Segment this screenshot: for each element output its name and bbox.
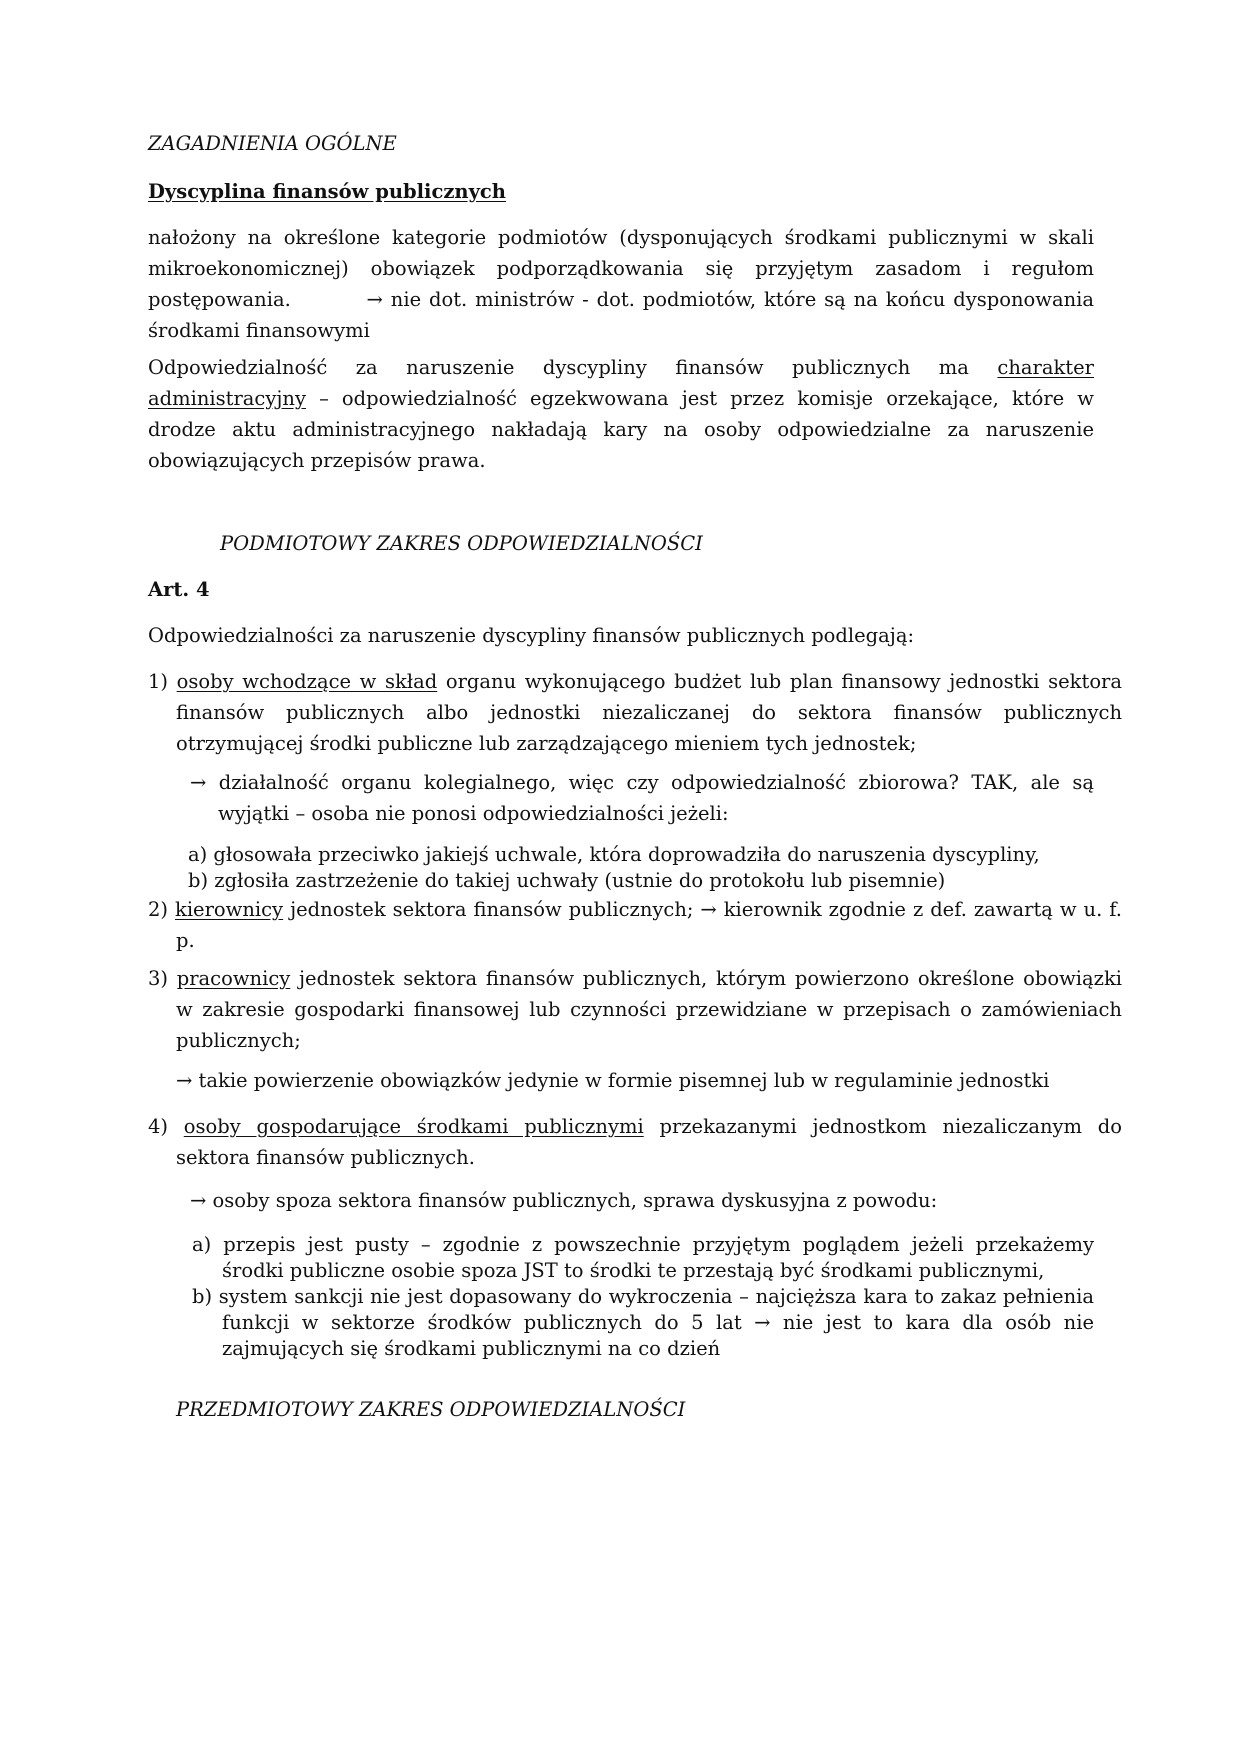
list-item-4 [148,1111,1122,1173]
document-title: Dyscyplina finansów publicznych [148,180,506,203]
responsibility-text-start: Odpowiedzialność za naruszenie dyscypliny finansów publicznych ma [148,356,998,379]
item3-underlined: pracownicy [176,967,291,990]
responsibility-underlined: charakter administracyjny [148,356,1094,410]
item3-note: → takie powierzenie obowiązków jedynie w formie pisemnej lub w regulaminie jednostki [176,1069,1050,1092]
item2-underlined: kierownicy [175,898,284,921]
item4-note: → osoby spoza sektora finansów publicznych, sprawa dyskusyjna z powodu: [190,1189,938,1212]
item1-underlined: osoby wchodzące w skład [176,670,438,693]
item1-text: organu wykonującego budżet lub plan finansowy jednostki sektora finansów publicznych albo jednostki niezaliczanej do sektora finansów publicznych otrzymującej środki publiczne lub zarządzającego mieniem tych jednostek; [176,670,1123,755]
list-item-1 [148,666,1122,759]
responsibility-text-end: – odpowiedzialność egzekwowana jest przez komisje orzekające, które w drodze aktu administracyjnego nakładają kary na osoby odpowiedzialne za naruszenie obowiązujących przepisów prawa. [148,387,1094,472]
item3-text: jednostek sektora finansów publicznych, którym powierzono określone obowiązki w zakresie gospodarki finansowej lub czynności przewidziane w przepisach o zamówieniach publicznych; [176,967,1122,1052]
list-number: 4) [148,1115,169,1138]
item1-sub-a: a) głosowała przeciwko jakiejś uchwale, która doprowadziła do naruszenia dyscypliny, [188,843,1040,866]
list-number: 2) [148,898,169,921]
item2-text: jednostek sektora finansów publicznych; → kierownik zgodnie z def. zawartą w u. f. p. [176,898,1122,952]
item4-underlined: osoby gospodarujące środkami publicznymi [183,1115,644,1138]
article-label: Art. 4 [148,578,210,601]
section-heading-general: ZAGADNIENIA OGÓLNE [148,132,397,155]
item4-text: przekazanymi jednostkom niezaliczanym do sektora finansów publicznych. [176,1115,1122,1169]
definition-text: nałożony na określone kategorie podmiotów (dysponujących środkami publicznymi w skali mikroekonomicznej) obowiązek podporządkowania się przyjętym zasadom i regułom postępowania. [148,226,1094,311]
definition-note: → nie dot. ministrów - dot. podmiotów, które są na końcu dysponowania środkami finansowymi [148,288,1094,342]
list-item-3 [148,963,1122,1056]
list-number: 1) [148,670,169,693]
item1-sub-b: b) zgłosiła zastrzeżenie do takiej uchwały (ustnie do protokołu lub pisemnie) [188,869,946,892]
paragraph-responsibility [148,352,1094,476]
list-item-2 [148,894,1122,956]
article-intro: Odpowiedzialności za naruszenie dyscypliny finansów publicznych podlegają: [148,624,915,647]
item4-sub-a: a) przepis jest pusty – zgodnie z powszechnie przyjętym poglądem jeżeli przekażemy środki publiczne osobie spoza JST to środki te przestają być środkami publicznymi, [192,1233,1094,1282]
section-heading-object: PRZEDMIOTOWY ZAKRES ODPOWIEDZIALNOŚCI [176,1398,686,1421]
list-number: 3) [148,967,169,990]
item1-note: → działalność organu kolegialnego, więc czy odpowiedzialność zbiorowa? TAK, ale są wyjątki – osoba nie ponosi odpowiedzialności jeżeli: [190,771,1094,825]
item4-sub-b: b) system sankcji nie jest dopasowany do wykroczenia – najcięższa kara to zakaz pełnienia funkcji w sektorze środków publicznych do 5 lat → nie jest to kara dla osób nie zajmujących się środkami publicznymi na co dzień [192,1285,1094,1360]
paragraph-definition [148,222,1094,346]
section-heading-subject: PODMIOTOWY ZAKRES ODPOWIEDZIALNOŚCI [220,532,703,555]
